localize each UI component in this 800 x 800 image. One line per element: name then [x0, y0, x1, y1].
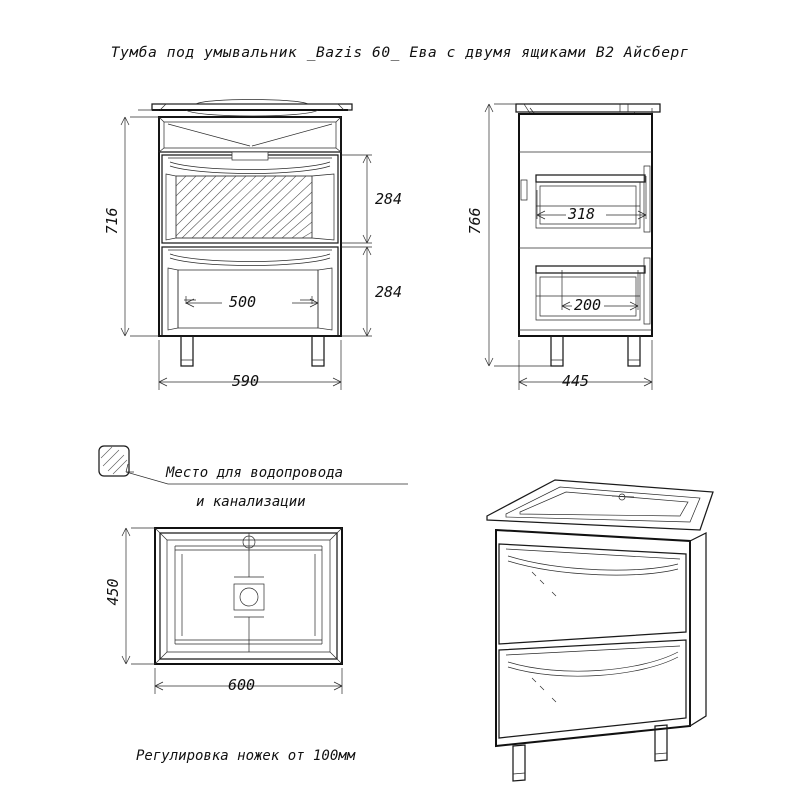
annotation-plumbing-line1: Место для водопровода — [166, 465, 344, 481]
annotation-legs-adjustment: Регулировка ножек от 100мм — [136, 748, 356, 764]
annotation-plumbing-line2: и канализации — [196, 494, 306, 510]
dim-front-width-590: 590 — [232, 372, 260, 390]
dim-front-drawer-bottom-284: 284 — [375, 283, 403, 301]
dim-top-depth-450: 450 — [104, 578, 122, 606]
dim-side-height-766: 766 — [466, 207, 484, 235]
dim-side-depth-445: 445 — [562, 372, 590, 390]
dim-top-width-600: 600 — [228, 676, 256, 694]
page-title: Тумба под умывальник _Bazis 60_ Ева с двумя ящиками В2 Айсберг — [110, 45, 690, 61]
dim-side-drawer-depth-318: 318 — [568, 205, 596, 223]
dim-front-inner-width-500: 500 — [229, 293, 257, 311]
dim-front-height-716: 716 — [103, 207, 121, 235]
dim-front-drawer-top-284: 284 — [375, 190, 403, 208]
dim-side-drawer-depth-200: 200 — [574, 296, 602, 314]
